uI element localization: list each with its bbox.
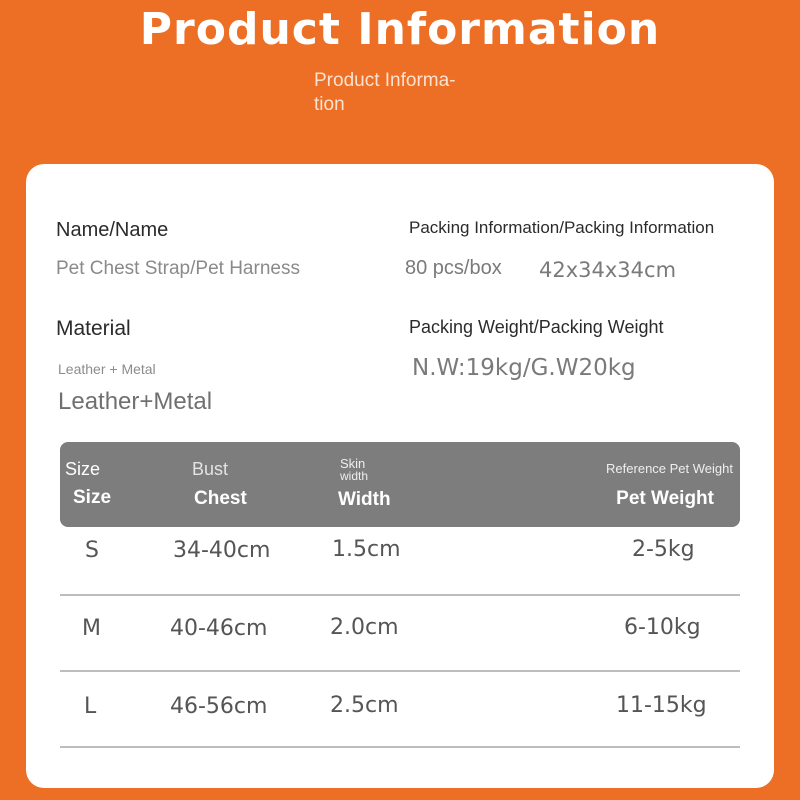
row-size: S	[85, 538, 99, 563]
row-weight: 11-15kg	[616, 693, 707, 718]
row-size: L	[84, 694, 97, 719]
page-subtitle	[314, 69, 494, 117]
row-width: 2.5cm	[330, 693, 399, 718]
row-width: 2.0cm	[330, 615, 399, 640]
header-bust-bottom: Chest	[194, 488, 247, 509]
material-value: Leather+Metal	[58, 388, 213, 415]
packing-weight-label: Packing Weight/Packing Weight	[409, 317, 664, 337]
row-width: 1.5cm	[332, 537, 401, 562]
name-label: Name/Name	[56, 219, 169, 241]
size-table-header	[60, 442, 740, 527]
header-skin-top-2: width	[340, 469, 369, 483]
packing-qty-value: 80 pcs/box	[405, 257, 502, 279]
header-size-bottom: Size	[73, 487, 112, 508]
material-label: Material	[56, 317, 131, 340]
row-chest: 40-46cm	[170, 616, 268, 641]
header-size-top: Size	[65, 459, 101, 479]
row-weight: 2-5kg	[632, 537, 695, 562]
packing-info-label: Packing Information/Packing Information	[409, 218, 715, 237]
row-weight: 6-10kg	[624, 615, 701, 640]
subtitle-line-1: Product Informa-	[314, 70, 456, 91]
material-small-value: Leather + Metal	[58, 361, 156, 377]
table-row	[60, 596, 740, 672]
name-value: Pet Chest Strap/Pet Harness	[56, 258, 300, 279]
header-bust-top: Bust	[192, 459, 229, 479]
row-chest: 34-40cm	[173, 538, 271, 563]
row-size: M	[82, 616, 101, 641]
packing-weight-value: N.W:19kg/G.W20kg	[412, 355, 636, 381]
header-weight-top: Reference Pet Weight	[606, 461, 733, 476]
header-skin-top-1: Skin	[340, 456, 366, 471]
row-chest: 46-56cm	[170, 694, 268, 719]
row-divider	[60, 746, 740, 748]
table-row	[60, 520, 740, 596]
subtitle-line-2: tion	[314, 94, 345, 115]
header-weight-bottom: Pet Weight	[616, 488, 714, 509]
table-row	[60, 672, 740, 748]
page-title: Product Information	[139, 4, 661, 55]
header-skin-bottom: Width	[338, 489, 391, 510]
packing-size-value: 42x34x34cm	[539, 258, 677, 282]
info-card	[26, 164, 774, 788]
